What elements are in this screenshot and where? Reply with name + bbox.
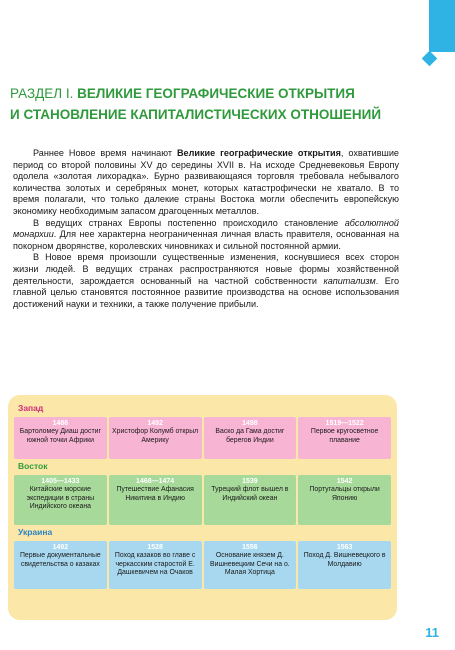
event-text: Христофор Колумб открыл Америку bbox=[112, 428, 199, 444]
paragraph-1-rest: , охватившие период со второй половины XV до середины XVII в. На исходе Средневековья Европу одолела «золотая лихорадка». Бурно развивающаяся торговля требовала небывалого количества золотых и серебряных монет, которых катастрофически не хватало. В то время полагали, что только далекие страны Востока могли обеспечить европейскую экономику необходимым запасом драгоценных металлов. bbox=[13, 148, 399, 216]
section-title-line1: ВЕЛИКИЕ ГЕОГРАФИЧЕСКИЕ ОТКРЫТИЯ bbox=[77, 86, 355, 101]
section-prefix: РАЗДЕЛ I. bbox=[10, 86, 78, 101]
event-text: Путешествие Афанасия Никитина в Индию bbox=[116, 486, 194, 502]
event-cell bbox=[109, 417, 202, 459]
event-text: Поход казаков во главе с черкасским старостой Е. Дашкевичем на Очаков bbox=[114, 552, 196, 577]
events-row-ukraina bbox=[14, 541, 391, 589]
section-title bbox=[10, 83, 410, 125]
event-year: 1556 bbox=[242, 544, 258, 551]
band-title-ukraina: Украина bbox=[18, 527, 53, 537]
page-number: 11 bbox=[425, 625, 439, 640]
event-text: Васко да Гама достиг берегов Индии bbox=[215, 428, 285, 444]
event-cell bbox=[204, 541, 297, 589]
paragraph-3-start: В Новое время произошли существенные изменения, коснувшиеся всех сторон жизни людей. В ведущих странах распространяются новые формы хозяйственной деятельности, зарождается основанный на частной собственности bbox=[13, 252, 399, 286]
event-cell bbox=[298, 417, 391, 459]
diamond-decoration bbox=[422, 51, 438, 67]
term-absolute-monarchy: абсолютной монархии bbox=[13, 217, 399, 240]
band-title-vostok: Восток bbox=[18, 461, 48, 471]
band-vostok bbox=[14, 461, 391, 525]
event-text: Первые документальные свидетельства о казаках bbox=[19, 552, 101, 568]
event-text: Китайские морские экспедиции в страны Индийского океана bbox=[26, 486, 95, 511]
event-cell bbox=[204, 475, 297, 525]
event-cell bbox=[14, 417, 107, 459]
event-text: Первое кругосветное плавание bbox=[310, 428, 379, 444]
event-year: 1542 bbox=[336, 478, 353, 485]
event-text: Турецкий флот вышел в Индийский океан bbox=[211, 486, 289, 502]
paragraph-1 bbox=[13, 148, 399, 218]
event-cell bbox=[298, 475, 391, 525]
paragraph-2 bbox=[13, 218, 399, 253]
event-text: Португальцы открыли Японию bbox=[309, 486, 380, 502]
event-cell bbox=[109, 541, 202, 589]
event-year: 1519—1522 bbox=[325, 420, 364, 427]
paragraph-2-start: В ведущих странах Европы постепенно происходило становление bbox=[33, 217, 345, 228]
body-text bbox=[13, 148, 399, 310]
event-text: Основание князем Д. Вишневецким Сечи на о. Малая Хортица bbox=[210, 552, 290, 577]
event-year: 1405—1433 bbox=[41, 478, 80, 485]
event-cell bbox=[298, 541, 391, 589]
corner-decoration bbox=[429, 0, 455, 52]
event-cell bbox=[14, 475, 107, 525]
event-cell bbox=[204, 417, 297, 459]
term-capitalism: капитализм bbox=[323, 275, 376, 286]
paragraph-1-start: Раннее Новое время начинают bbox=[33, 148, 177, 158]
event-year: 1498 bbox=[242, 420, 258, 427]
event-year: 1486 bbox=[52, 420, 69, 427]
event-cell bbox=[109, 475, 202, 525]
events-row-vostok bbox=[14, 475, 391, 525]
timeline-table bbox=[8, 395, 397, 620]
event-cell bbox=[14, 541, 107, 589]
term-great-discoveries: Великие географические открытия bbox=[176, 148, 341, 158]
event-text: Поход Д. Вишневецкого в Молдавию bbox=[303, 552, 386, 568]
band-zapad bbox=[14, 403, 391, 459]
event-text: Бартоломеу Диаш достиг южной точки Африки bbox=[19, 428, 101, 444]
band-title-zapad: Запад bbox=[18, 403, 44, 413]
event-year: 1468—1474 bbox=[136, 478, 175, 485]
band-ukraina bbox=[14, 527, 391, 589]
paragraph-3-rest: . Его главной целью становятся постоянное развитие производства на основе использования достижений науки и техники, а также получение прибыли. bbox=[13, 275, 400, 309]
event-year: 1492 bbox=[147, 420, 163, 427]
events-row-zapad bbox=[14, 417, 391, 459]
event-year: 1563 bbox=[336, 544, 353, 551]
event-year: 1528 bbox=[147, 544, 163, 551]
event-year: 1539 bbox=[242, 478, 258, 485]
paragraph-3 bbox=[13, 252, 399, 310]
section-title-line2: И СТАНОВЛЕНИЕ КАПИТАЛИСТИЧЕСКИХ ОТНОШЕНИЙ bbox=[10, 107, 382, 122]
paragraph-2-rest: . Для нее характерна неограниченная личная власть правителя, основанная на покорном дворянстве, королевских чиновниках и сильной постоянной армии. bbox=[13, 229, 399, 251]
event-year: 1492 bbox=[52, 544, 69, 551]
